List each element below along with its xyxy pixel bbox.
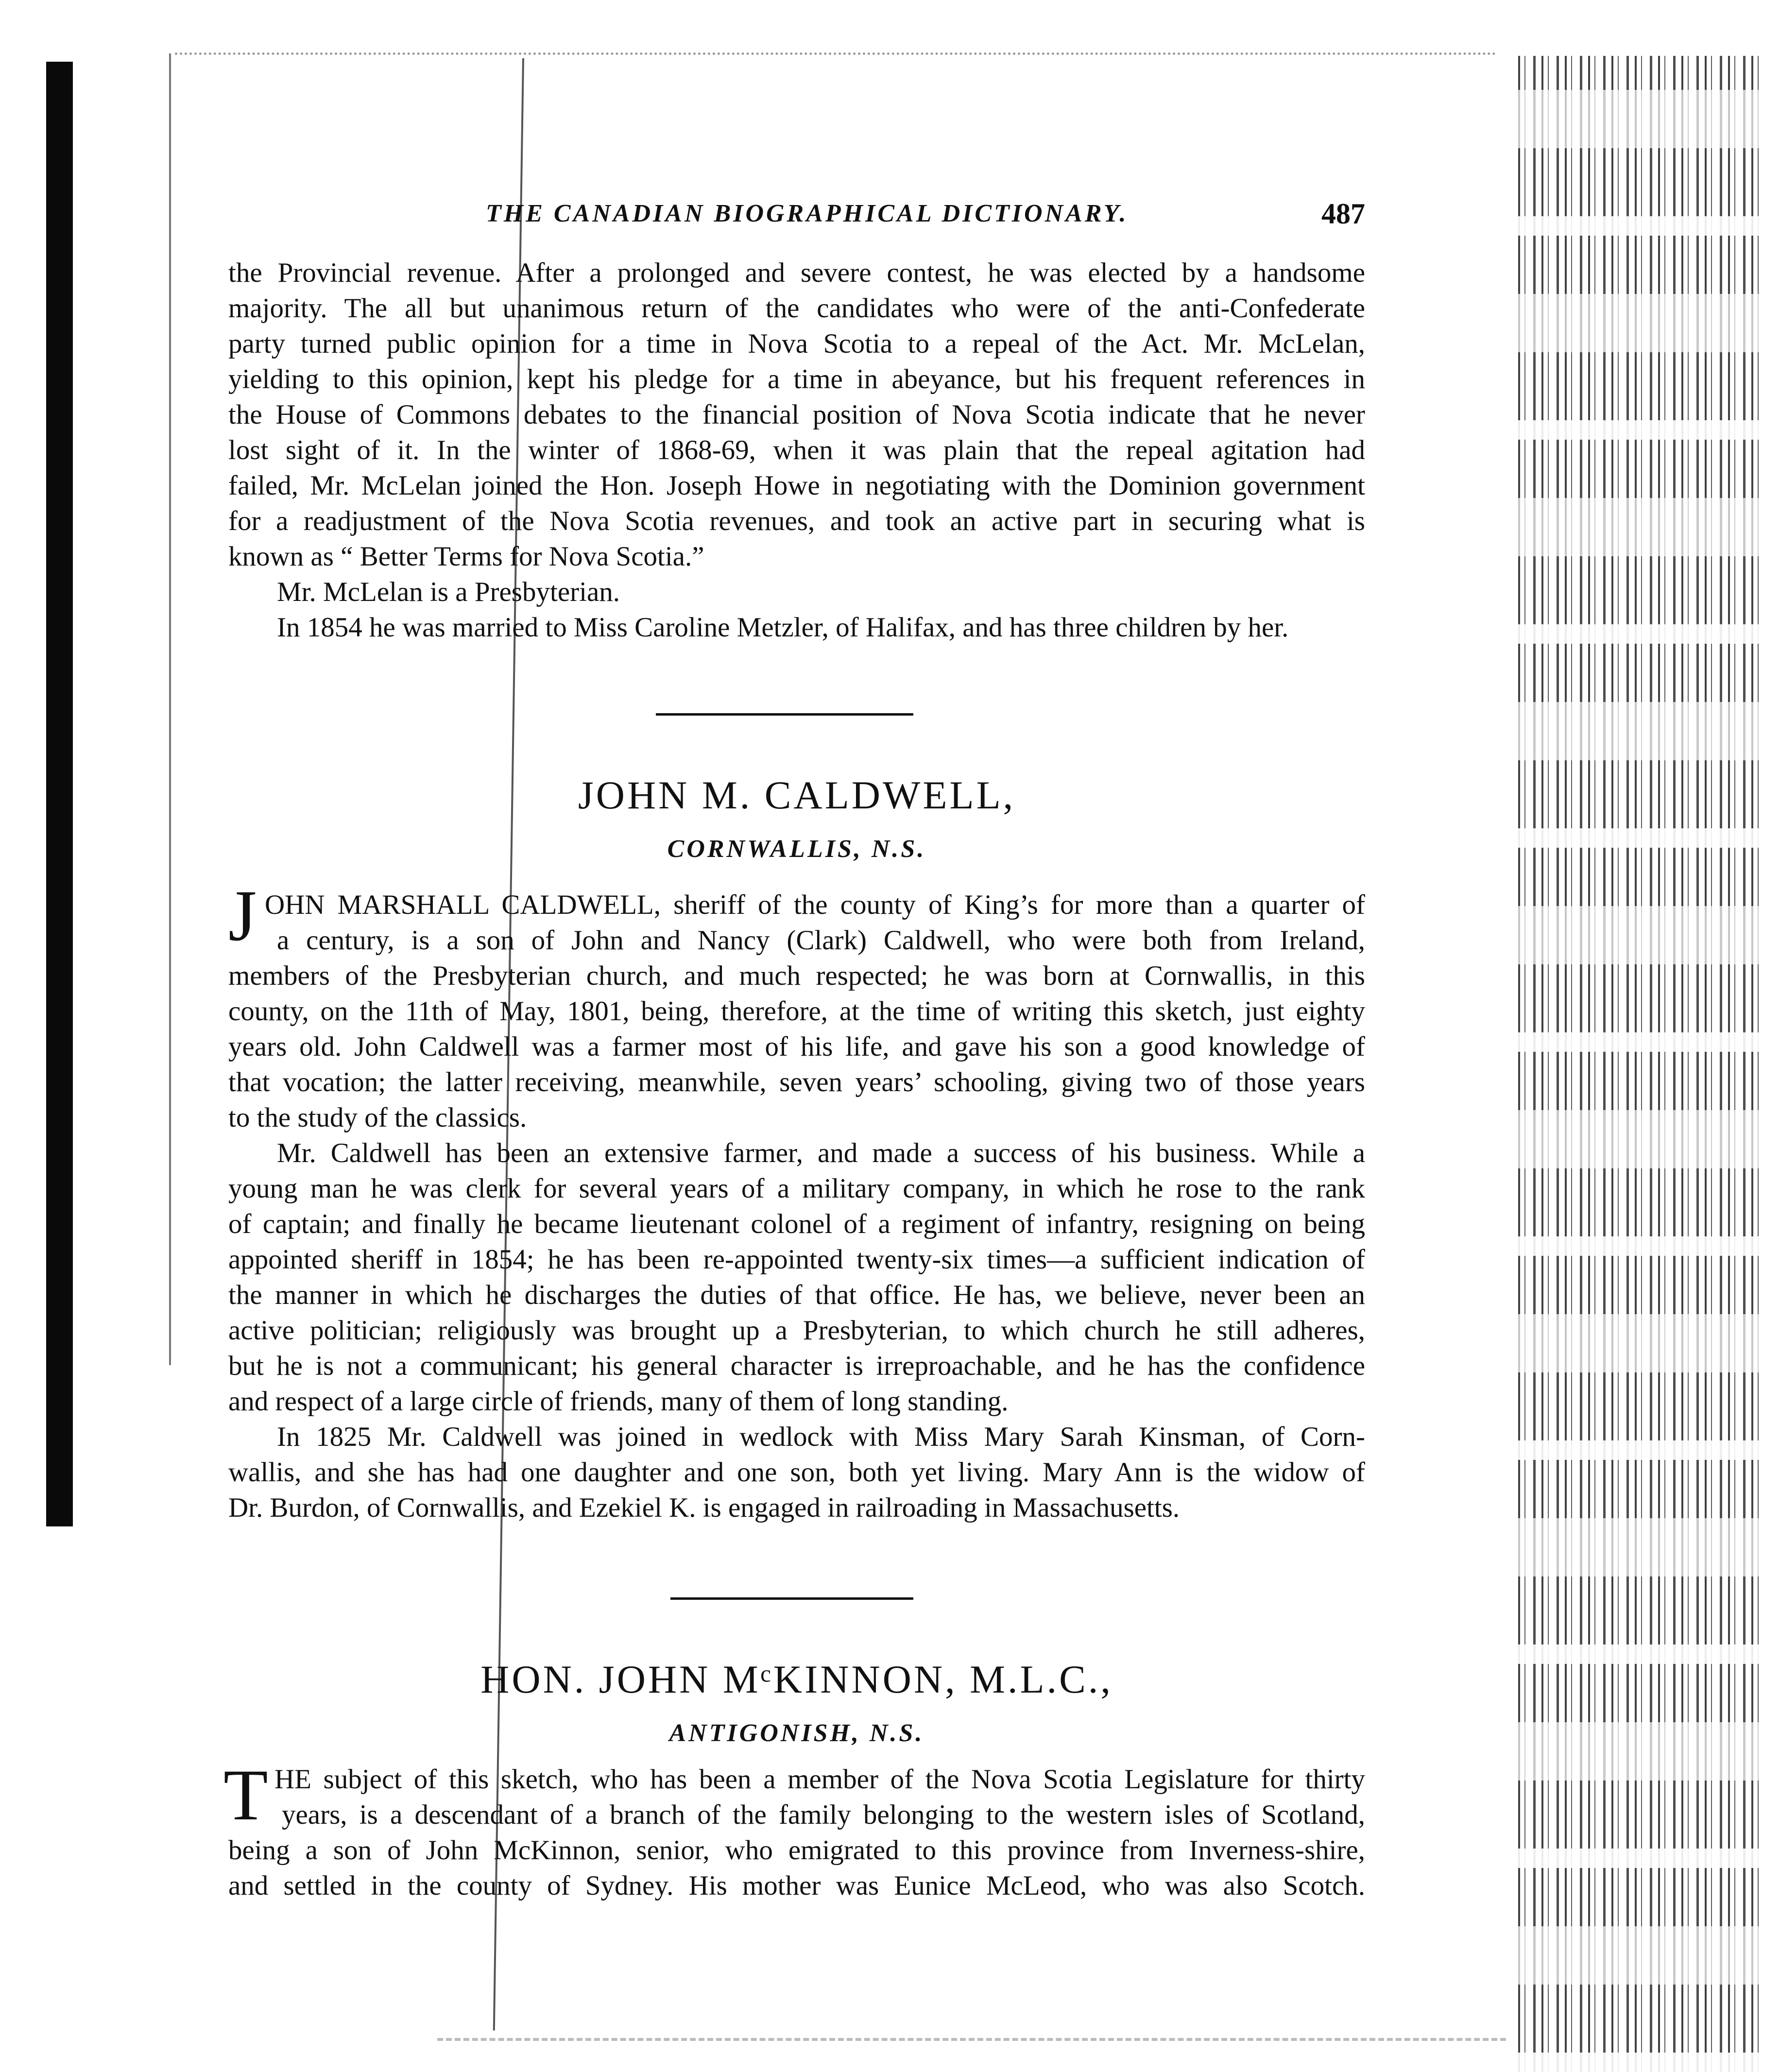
text-line: Mr. McLelan is a Presbyterian.: [277, 577, 620, 607]
text-line: In 1854 he was married to Miss Caroline Metzler, of Halifax, and has three children by her.: [277, 612, 1289, 643]
text-line: yielding to this opinion, kept his pledge for a time in abeyance, but his frequent references in: [228, 364, 1365, 394]
text-line: the Provincial revenue. After a prolonged and severe contest, he was elected by a handsome: [228, 257, 1365, 288]
scan-bottom-noise: [437, 2038, 1506, 2043]
text-line: and settled in the county of Sydney. His mother was Eunice McLeod, who was also Scotch.: [228, 1870, 1365, 1901]
section-divider: [670, 1597, 913, 1600]
text-line: the House of Commons debates to the financial position of Nova Scotia indicate that he never: [228, 399, 1365, 430]
section-divider: [656, 713, 913, 716]
mckinnon-drop-cap: T: [223, 1755, 268, 1835]
scan-edge-bar: [46, 62, 73, 1526]
page-number: 487: [1321, 198, 1365, 230]
mckinnon-paragraph-1: [228, 1762, 1365, 1903]
text-line: Dr. Burdon, of Cornwallis, and Ezekiel K. is engaged in railroading in Massachusetts.: [228, 1492, 1180, 1523]
text-line: county, on the 11th of May, 1801, being, therefore, at the time of writing this sketch, just eighty: [228, 996, 1365, 1027]
caldwell-name-heading: JOHN M. CALDWELL,: [578, 773, 1016, 817]
scan-fold-line: [169, 53, 171, 1365]
text-line: failed, Mr. McLelan joined the Hon. Joseph Howe in negotiating with the Dominion government: [228, 470, 1365, 501]
text-line: of captain; and finally he became lieutenant colonel of a regiment of infantry, resigning on being: [228, 1209, 1365, 1239]
text-line: young man he was clerk for several years of a military company, in which he rose to the rank: [228, 1173, 1365, 1204]
page-header: [228, 199, 1365, 238]
caldwell-drop-cap: J: [228, 875, 257, 956]
mckinnon-place: ANTIGONISH, N.S.: [669, 1719, 924, 1747]
intro-paragraph: [228, 255, 1365, 645]
text-line: lost sight of it. In the winter of 1868-69, when it was plain that the repeal agitation had: [228, 435, 1365, 465]
running-title: THE CANADIAN BIOGRAPHICAL DICTIONARY.: [486, 200, 1129, 227]
scan-edge-noise: [1518, 56, 1761, 2072]
caldwell-paragraph-1: [228, 887, 1365, 1525]
text-line: years, is a descendant of a branch of the family belonging to the western isles of Scotland,: [282, 1799, 1365, 1830]
text-line: and respect of a large circle of friends, many of them of long standing.: [228, 1386, 1009, 1417]
text-line: a century, is a son of John and Nancy (Clark) Caldwell, who were both from Ireland,: [277, 925, 1365, 956]
mckinnon-name-heading: HON. JOHN MᶜKINNON, M.L.C.,: [480, 1657, 1113, 1701]
text-line: party turned public opinion for a time in Nova Scotia to a repeal of the Act. Mr. McLelan,: [228, 328, 1365, 359]
text-line: In 1825 Mr. Caldwell was joined in wedlock with Miss Mary Sarah Kinsman, of Corn-: [277, 1421, 1365, 1452]
text-line: appointed sheriff in 1854; he has been re-appointed twenty-six times—a sufficient indication of: [228, 1244, 1365, 1275]
text-line: members of the Presbyterian church, and much respected; he was born at Cornwallis, in this: [228, 960, 1365, 991]
text-line: the manner in which he discharges the duties of that office. He has, we believe, never been an: [228, 1280, 1365, 1310]
text-line: HE subject of this sketch, who has been a member of the Nova Scotia Legislature for thirty: [274, 1764, 1365, 1795]
text-line: but he is not a communicant; his general character is irreproachable, and he has the confidence: [228, 1351, 1365, 1381]
text-line: OHN MARSHALL CALDWELL, sheriff of the county of King’s for more than a quarter of: [265, 890, 1365, 920]
text-line: for a readjustment of the Nova Scotia revenues, and took an active part in securing what is: [228, 506, 1365, 536]
text-line: wallis, and she has had one daughter and one son, both yet living. Mary Ann is the widow of: [228, 1457, 1365, 1488]
text-line: active politician; religiously was brought up a Presbyterian, to which church he still adheres,: [228, 1315, 1365, 1346]
text-line: that vocation; the latter receiving, meanwhile, seven years’ schooling, giving two of those years: [228, 1067, 1365, 1097]
caldwell-place: CORNWALLIS, N.S.: [667, 835, 926, 863]
text-line: to the study of the classics.: [228, 1102, 527, 1133]
text-line: known as “ Better Terms for Nova Scotia.”: [228, 541, 704, 572]
text-line: years old. John Caldwell was a farmer most of his life, and gave his son a good knowledge of: [228, 1031, 1365, 1062]
text-line: majority. The all but unanimous return of the candidates who were of the anti-Confederate: [228, 293, 1365, 324]
scan-top-noise: [175, 52, 1496, 57]
text-line: being a son of John McKinnon, senior, who emigrated to this province from Inverness-shire,: [228, 1835, 1365, 1866]
text-line: Mr. Caldwell has been an extensive farmer, and made a success of his business. While a: [277, 1138, 1365, 1168]
